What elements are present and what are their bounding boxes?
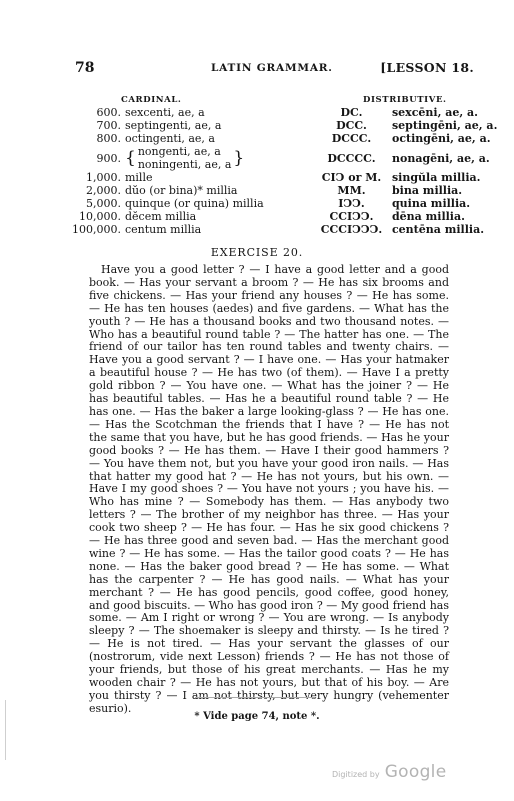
page-edge-line bbox=[5, 700, 6, 760]
running-title: LATIN GRAMMAR. bbox=[211, 62, 333, 74]
numeral-row-900 bbox=[72, 145, 497, 171]
numeral-row bbox=[72, 223, 497, 236]
numeral-value: 600. bbox=[96, 106, 121, 119]
cardinal-form: sexcenti, ae, a bbox=[124, 106, 205, 119]
left-brace-icon: { bbox=[124, 148, 136, 168]
distributive-form: septingēni, ae, a. bbox=[391, 119, 498, 132]
cardinal-form-b: noningenti, ae, a bbox=[137, 158, 232, 171]
google-logo: Google bbox=[384, 762, 447, 782]
distributive-form: bina millia. bbox=[391, 184, 463, 197]
roman-numeral: CIↃ or M. bbox=[321, 171, 382, 184]
cardinal-form: septingenti, ae, a bbox=[124, 119, 222, 132]
roman-numeral: IↃↃ. bbox=[338, 197, 365, 210]
exercise-body bbox=[89, 264, 449, 716]
cardinal-form: dŭo (or bina)* millia bbox=[124, 184, 238, 197]
roman-numeral: DCC. bbox=[336, 119, 367, 132]
numeral-value: 800. bbox=[96, 132, 121, 145]
cardinal-form: octingenti, ae, a bbox=[124, 132, 215, 145]
numeral-row bbox=[72, 119, 497, 132]
digitized-watermark bbox=[332, 762, 446, 782]
roman-numeral: DCCC. bbox=[331, 132, 372, 145]
exercise-title: EXERCISE 20. bbox=[210, 246, 304, 259]
footnote: * Vide page 74, note *. bbox=[194, 711, 320, 722]
numeral-row bbox=[72, 197, 497, 210]
distributive-form: octingēni, ae, a. bbox=[391, 132, 491, 145]
cardinal-heading: CARDINAL. bbox=[121, 95, 182, 105]
cardinal-form-pair bbox=[125, 145, 315, 171]
roman-numeral: CCCIↃↃↃ. bbox=[320, 223, 383, 236]
right-brace-icon: } bbox=[233, 148, 245, 168]
cardinal-form: quinque (or quina) millia bbox=[124, 197, 264, 210]
digitized-prefix: Digitized by bbox=[332, 770, 380, 779]
distributive-form: quina millia. bbox=[391, 197, 471, 210]
numeral-row bbox=[72, 171, 497, 184]
numeral-value: 100,000. bbox=[72, 223, 121, 236]
cardinal-form-a: nongenti, ae, a bbox=[137, 145, 221, 158]
numeral-value: 2,000. bbox=[85, 184, 121, 197]
roman-numeral: DCCCC. bbox=[327, 151, 376, 165]
numeral-row bbox=[72, 210, 497, 223]
distributive-form: sexcēni, ae, a. bbox=[391, 106, 479, 119]
cardinal-form: mille bbox=[124, 171, 153, 184]
roman-numeral: CCIↃↃ. bbox=[329, 210, 374, 223]
roman-numeral: MM. bbox=[337, 184, 366, 197]
cardinal-form: dĕcem millia bbox=[124, 210, 197, 223]
numeral-value: 5,000. bbox=[85, 197, 121, 210]
numeral-value: 900. bbox=[96, 151, 121, 165]
page-number: 78 bbox=[75, 60, 95, 76]
numeral-value: 700. bbox=[96, 119, 121, 132]
cardinal-form: centum millia bbox=[124, 223, 202, 236]
distributive-form: nonagēni, ae, a. bbox=[391, 151, 490, 165]
numeral-value: 10,000. bbox=[78, 210, 121, 223]
roman-numeral: DC. bbox=[340, 106, 363, 119]
distributive-form: centēna millia. bbox=[391, 223, 485, 236]
distributive-form: dēna millia. bbox=[391, 210, 465, 223]
lesson-label: [LESSON 18. bbox=[380, 60, 474, 75]
exercise-text: Have you a good letter ? — I have a good letter and a good book. — Has your servant a broom ? — He has six brooms and five chickens. — Has your friend any houses ? — He has some. — He has ten houses (aedes) and five gardens. — What has the youth ? — He has a thousand books and two thousand notes. — Who has a beautiful round table ? — The hatter has one. — The friend of our tailor has ten round tables and twenty chairs. — Have you a good servant ? — I have one. — Has your hatmaker a beautiful house ? — He has two (of them). — Have I a pretty gold ribbon ? — You have one. — What has the joiner ? — He has beautiful tables. — Has he a beautiful round table ? — He has one. — Has the baker a large looking-glass ? — He has one. — Has the Scotchman the friends that I have ? — He has not the same that you have, but he has good friends. — Has he your good books ? — He has them. — Have I their good hammers ? — You have them not, but you have your good iron nails. — Has that hatter my good hat ? — He has not yours, but his own. — Have I my good shoes ? — You have not yours ; you have his. — Who has mine ? — Somebody has them. — Has anybody two letters ? — The brother of my neighbor has three. — Has your cook two sheep ? — He has four. — Has he six good chickens ? — He has three good and seven bad. — Has the merchant good wine ? — He has some. — Has the tailor good coats ? — He has none. — Has the baker good bread ? — He has some. — What has the carpenter ? — He has good nails. — What has your merchant ? — He has good pencils, good coffee, good honey, and good biscuits. — Who has good iron ? — My good friend has some. — Am I right or wrong ? — You are wrong. — Is anybody sleepy ? — The shoemaker is sleepy and thirsty. — Is he tired ? — He is not tired. — Has your servant the glasses of our (nostrorum, vide next Lesson) friends ? — He has not those of your friends, but those of his great merchants. — Has he my wooden chair ? — He has not yours, but that of his boy. — Are you thirsty ? — I am not thirsty, but very hungry (vehementer esurio). bbox=[89, 263, 449, 715]
numeral-row bbox=[72, 132, 497, 145]
distributive-form: singŭla millia. bbox=[391, 171, 481, 184]
numeral-value: 1,000. bbox=[85, 171, 121, 184]
distributive-heading: DISTRIBUTIVE. bbox=[363, 95, 447, 105]
numeral-row bbox=[72, 184, 497, 197]
page-header bbox=[75, 60, 474, 78]
numeral-row bbox=[72, 106, 497, 119]
footnote-divider bbox=[195, 697, 315, 698]
numerals-table bbox=[72, 106, 497, 236]
